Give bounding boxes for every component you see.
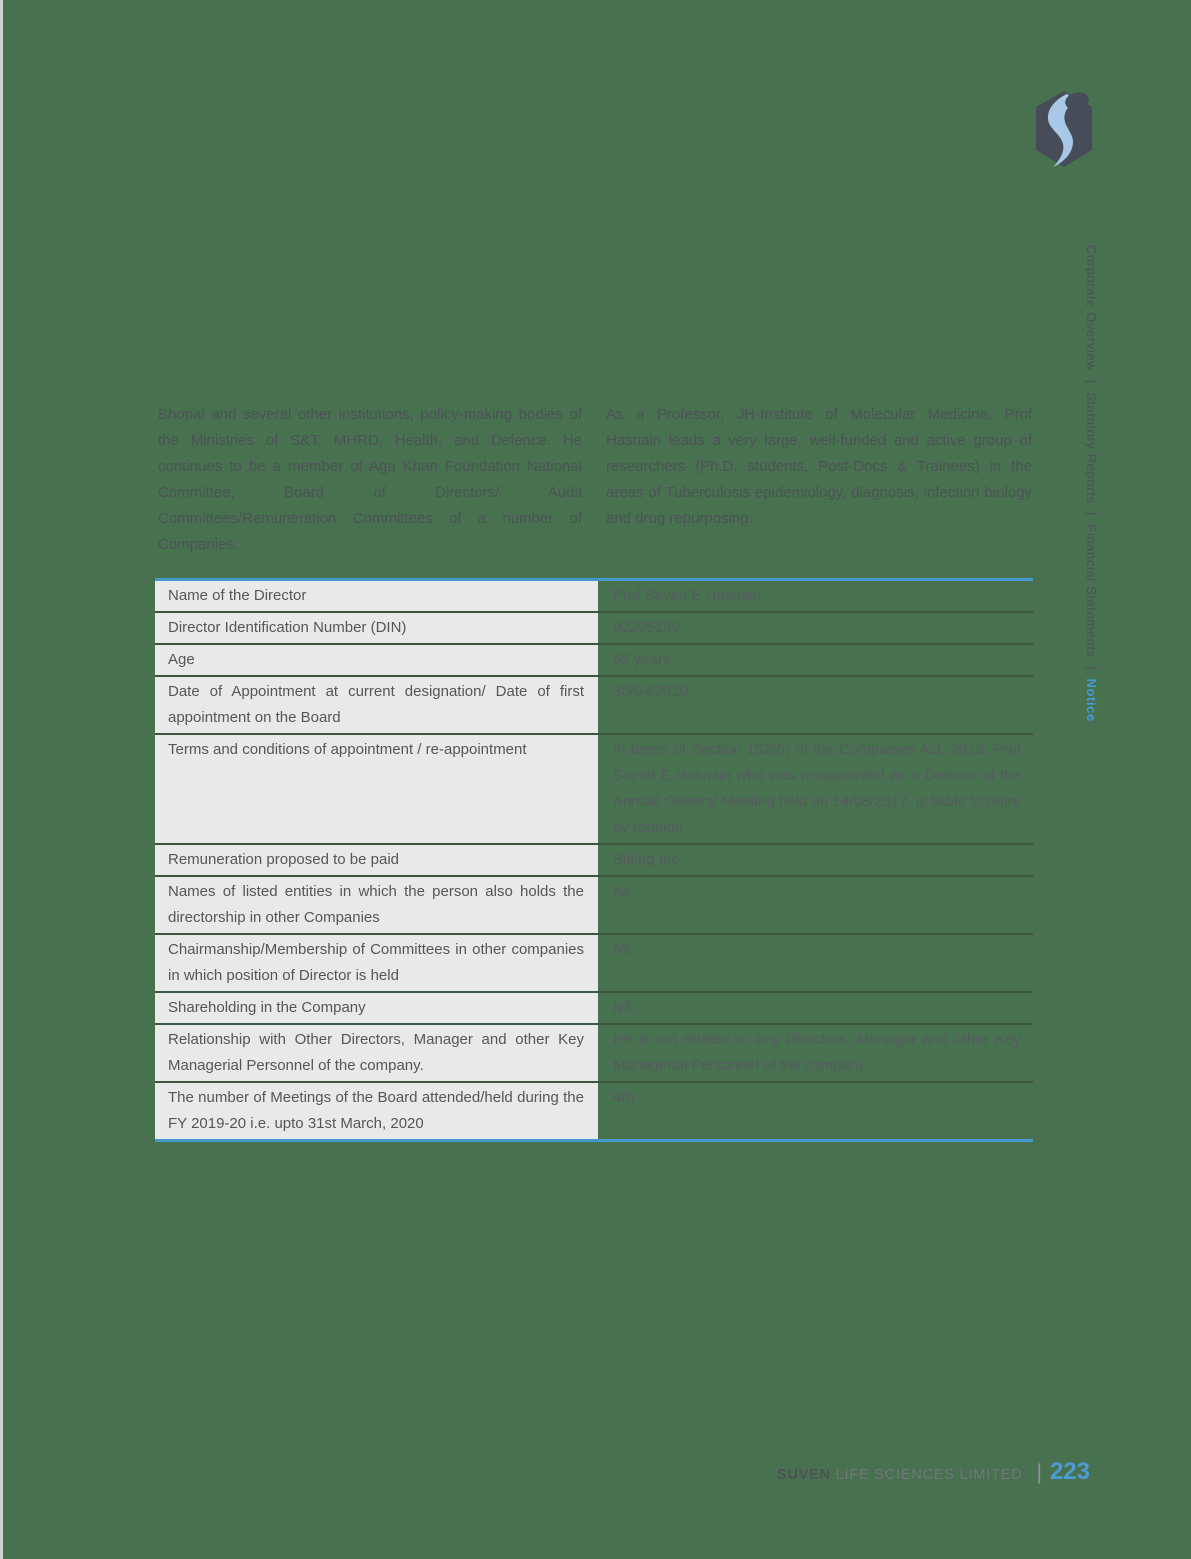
sidebar-item-statutory-reports: Statutory Reports [1084,392,1099,504]
table-row-din [155,613,1033,645]
table-row-name [155,581,1033,613]
sidebar-separator: | [1084,657,1099,679]
table-row-age [155,645,1033,677]
sidebar-separator: | [1084,371,1099,393]
table-row-listed-entities [155,877,1033,935]
section-breadcrumb [1069,228,1114,722]
row-value: Prof Seyed E Hasnain [613,587,761,604]
row-value: 30/04/2010 [613,683,689,700]
row-value: Nil [613,999,631,1016]
row-label: Relationship with Other Directors, Manager and other Key Managerial Personnel of the company. [155,1025,598,1081]
sidebar-item-corporate-overview: Corporate Overview [1084,244,1099,372]
table-row-shareholding [155,993,1033,1025]
suven-logo-icon [1034,90,1094,170]
page-footer [777,1458,1090,1486]
row-label: Chairmanship/Membership of Committees in other companies in which position of Director is held [155,935,598,991]
row-label: Name of the Director [155,581,598,611]
row-value: He is not related to any Directors, Manager and other Key Managerial Personnel of the company. [613,1031,1021,1074]
row-label: Age [155,645,598,675]
row-value: Nil [613,941,631,958]
director-details-table [155,578,1033,1142]
sidebar-item-financial-statements: Financial Statements [1084,524,1099,658]
company-name-rest: LIFE SCIENCES LIMITED [830,1467,1023,1483]
table-row-meetings [155,1083,1033,1139]
page-edge-strip [0,0,3,1559]
table-row-remuneration [155,845,1033,877]
row-label: Director Identification Number (DIN) [155,613,598,643]
sidebar-item-notice: Notice [1084,678,1099,722]
row-value: In terms of Section 152(6) of the Companies Act, 2013, Prof Seyed E Hasnain who was re-appointed as a Director at the Annual General Meeting held on 14/08/2017, is liable to retire by rotation. [613,741,1021,836]
row-value: 4/6 [613,1089,634,1106]
director-bio-paragraph-right: As a Professor, JH-Institute of Molecular Medicine, Prof Hasnain leads a very large, well-funded and active group of researchers (Ph.D. students, Post-Docs & Trainees) in the areas of Tuberculosis epidemiology, diagnosis, infection biology and drug repurposing. [606,406,1032,527]
director-bio-paragraph-left: Bhopal and several other institutions, policy-making bodies of the Ministries of S&T, MHRD, Health, and Defence. He continues to be a member of Aga Khan Foundation National Committee, Board of Directors/ Audit Committees/Remuneration Committees of a number of Companies. [158,406,582,553]
row-label: Shareholding in the Company [155,993,598,1023]
row-label: Names of listed entities in which the person also holds the directorship in other Companies [155,877,598,933]
table-row-relationship [155,1025,1033,1083]
table-row-committees [155,935,1033,993]
row-label: Remuneration proposed to be paid [155,845,598,875]
company-name-bold: SUVEN [776,1467,831,1483]
row-label: The number of Meetings of the Board attended/held during the FY 2019-20 i.e. upto 31st March, 2020 [155,1083,598,1139]
page-number: 223 [1049,1458,1090,1485]
row-value: 02205199 [613,619,680,636]
sidebar-separator: | [1084,503,1099,525]
row-value: 65 years [613,651,671,668]
row-value: Nil [613,883,631,900]
table-row-appointment-date [155,677,1033,735]
row-label: Date of Appointment at current designation/ Date of first appointment on the Board [155,677,598,733]
table-row-terms [155,735,1033,845]
row-value: Sitting fee [613,851,680,868]
row-label: Terms and conditions of appointment / re-appointment [155,735,598,843]
footer-separator: | [1036,1461,1042,1484]
